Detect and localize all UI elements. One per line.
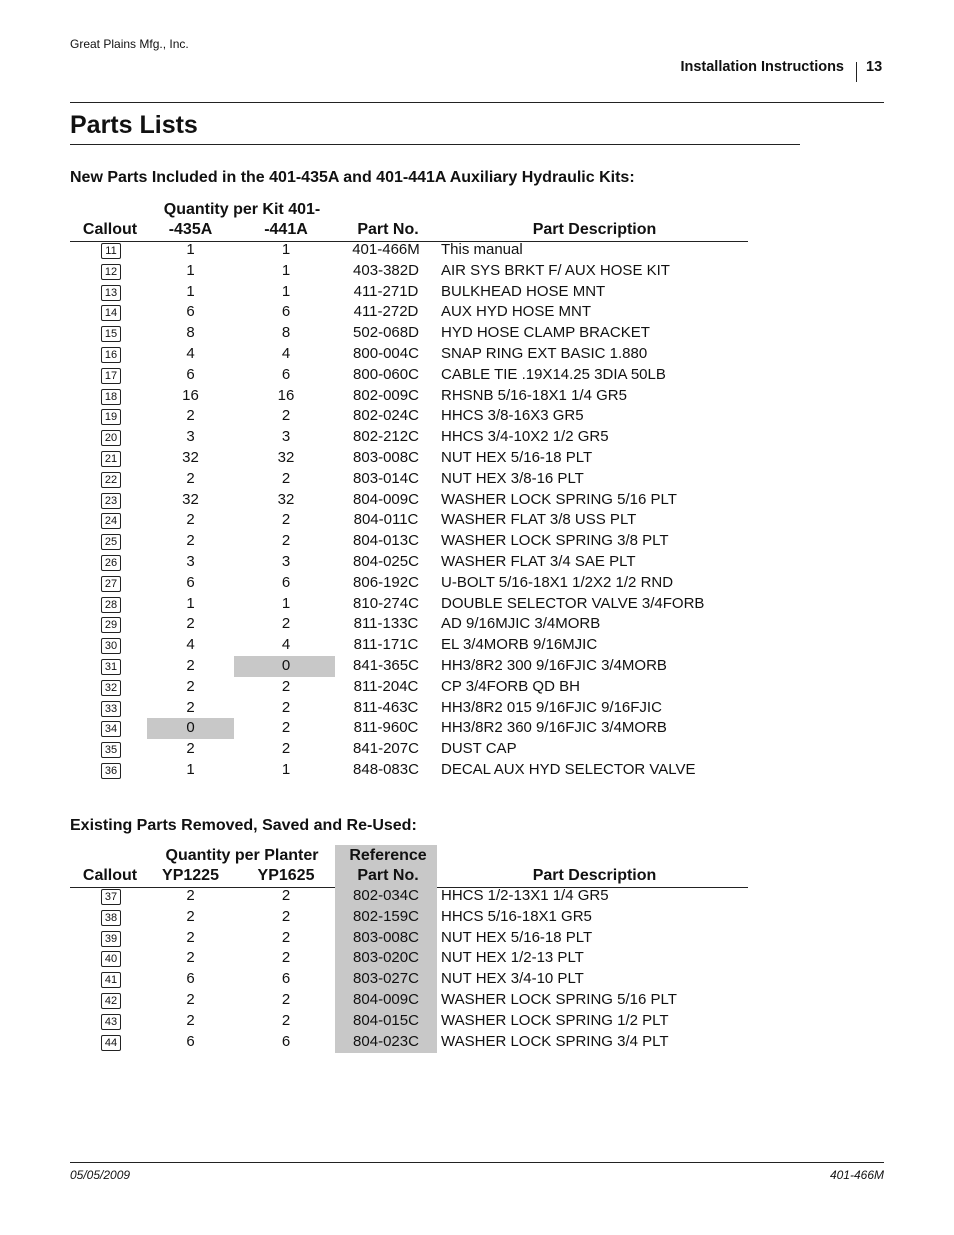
quantity-a: 2 (186, 511, 195, 529)
callout-badge: 41 (101, 972, 121, 988)
table-row (0, 469, 954, 490)
footer-rule (70, 1162, 884, 1163)
table-row (0, 718, 954, 739)
quantity-a: 2 (186, 991, 195, 1008)
callout-badge: 25 (101, 534, 121, 550)
part-description: RHSNB 5/16-18X1 1/4 GR5 (441, 386, 627, 404)
part-number: 803-020C (353, 949, 419, 967)
part-number: 841-365C (353, 657, 419, 674)
callout-badge: 18 (101, 389, 121, 405)
quantity-a: 2 (186, 657, 195, 674)
table-row (0, 552, 954, 573)
callout-badge: 21 (101, 451, 121, 467)
callout-badge: 32 (101, 680, 121, 696)
table-row (0, 698, 954, 719)
table-row (0, 302, 954, 323)
part-number: 804-015C (353, 1011, 419, 1029)
col-qty-group: Quantity per Kit 401- (163, 201, 321, 218)
col-qty-b: YP1625 (257, 867, 315, 884)
quantity-a: 2 (186, 928, 195, 946)
part-number: 802-159C (353, 907, 419, 925)
callout-badge: 11 (101, 243, 121, 259)
part-description: BULKHEAD HOSE MNT (441, 282, 606, 300)
col-description: Part Description (532, 221, 657, 238)
quantity-a: 1 (186, 261, 195, 279)
callout-badge: 28 (101, 597, 121, 613)
quantity-b: 2 (281, 907, 291, 925)
part-number: 848-083C (353, 761, 419, 778)
part-number: 811-463C (353, 698, 419, 716)
part-number: 800-004C (353, 345, 419, 362)
quantity-a: 32 (182, 449, 199, 466)
callout-badge: 12 (101, 264, 121, 280)
quantity-b: 1 (281, 241, 291, 258)
quantity-a: 6 (186, 1032, 195, 1050)
table-row (0, 928, 954, 949)
quantity-a: 2 (186, 407, 195, 425)
table-row (0, 1011, 954, 1032)
part-number: 411-272D (353, 303, 419, 321)
quantity-a: 2 (186, 677, 195, 695)
table-row (0, 365, 954, 386)
table-row (0, 261, 954, 282)
quantity-a: 2 (186, 907, 195, 925)
callout-badge: 13 (101, 285, 121, 301)
section-title: Installation Instructions (680, 59, 844, 75)
table-row (0, 614, 954, 635)
col-qty-group: Quantity per Planter (165, 847, 319, 864)
quantity-b: 2 (281, 698, 291, 716)
callout-badge: 33 (101, 701, 121, 717)
part-description: NUT HEX 5/16-18 PLT (441, 449, 593, 466)
part-number: 802-009C (353, 386, 419, 404)
callout-badge: 37 (101, 889, 121, 905)
part-description: AD 9/16MJIC 3/4MORB (441, 615, 601, 633)
table-row (0, 739, 954, 760)
callout-badge: 38 (101, 910, 121, 926)
table-row (0, 448, 954, 469)
quantity-b: 32 (277, 449, 295, 466)
table-row (0, 677, 954, 698)
callout-badge: 31 (101, 659, 121, 675)
part-number: 803-014C (353, 469, 419, 487)
callout-badge: 26 (101, 555, 121, 571)
quantity-b: 2 (281, 887, 291, 904)
part-number: 800-060C (353, 365, 419, 383)
part-description: DUST CAP (441, 740, 517, 758)
callout-badge: 29 (101, 617, 121, 633)
quantity-b: 1 (281, 261, 291, 279)
table-row (0, 656, 954, 677)
table-row (0, 594, 954, 615)
part-number: 811-171C (353, 636, 419, 654)
quantity-a: 2 (186, 887, 195, 904)
new-parts-heading: New Parts Included in the 401-435A and 401-441A Auxiliary Hydraulic Kits: (70, 169, 635, 186)
callout-badge: 15 (101, 326, 121, 342)
part-description: HYD HOSE CLAMP BRACKET (441, 324, 650, 342)
col-part-no: Part No. (357, 867, 419, 884)
part-description: HH3/8R2 300 9/16FJIC 3/4MORB (441, 657, 667, 674)
title-rule (70, 144, 800, 145)
part-number: 811-204C (353, 677, 419, 695)
part-description: NUT HEX 3/8-16 PLT (441, 469, 584, 487)
quantity-a: 6 (186, 970, 195, 988)
quantity-a: 2 (186, 698, 195, 716)
part-description: HHCS 3/4-10X2 1/2 GR5 (441, 428, 609, 446)
quantity-a: 2 (186, 740, 195, 758)
quantity-b: 3 (281, 553, 291, 570)
quantity-a: 1 (186, 282, 195, 300)
col-qty-a: YP1225 (162, 867, 219, 884)
quantity-a: 8 (186, 324, 195, 342)
col-reference: Reference (349, 847, 427, 864)
part-description: HH3/8R2 360 9/16FJIC 3/4MORB (441, 719, 667, 737)
page-title: Parts Lists (70, 111, 198, 139)
quantity-a: 1 (186, 594, 195, 612)
quantity-a: 1 (186, 241, 195, 258)
part-number: 401-466M (352, 241, 420, 258)
table-row (0, 406, 954, 427)
callout-badge: 24 (101, 513, 121, 529)
quantity-a: 3 (186, 428, 195, 446)
part-number: 803-027C (353, 970, 419, 988)
part-number: 806-192C (353, 573, 419, 591)
quantity-a: 6 (186, 365, 195, 383)
existing-parts-heading: Existing Parts Removed, Saved and Re-Used: (70, 817, 417, 834)
part-number: 802-024C (353, 407, 419, 425)
col-callout: Callout (82, 221, 138, 238)
quantity-b: 6 (281, 573, 291, 591)
quantity-a: 32 (182, 490, 199, 508)
quantity-b: 3 (281, 428, 291, 446)
quantity-a: 2 (186, 469, 195, 487)
quantity-b: 2 (281, 1011, 291, 1029)
quantity-b: 2 (281, 677, 291, 695)
callout-badge: 44 (101, 1035, 121, 1051)
table-row (0, 344, 954, 365)
callout-badge: 20 (101, 430, 121, 446)
quantity-a: 4 (186, 636, 195, 654)
part-number: 804-011C (353, 511, 419, 529)
quantity-b: 2 (281, 949, 291, 967)
quantity-a: 4 (186, 345, 195, 362)
part-description: HHCS 5/16-18X1 GR5 (441, 907, 592, 925)
part-description: SNAP RING EXT BASIC 1.880 (441, 345, 648, 362)
part-number: 411-271D (353, 282, 419, 300)
table-row (0, 510, 954, 531)
part-description: AUX HYD HOSE MNT (441, 303, 592, 321)
quantity-b: 6 (281, 303, 291, 321)
table-row (0, 1032, 954, 1053)
callout-badge: 23 (101, 493, 121, 509)
callout-badge: 40 (101, 951, 121, 967)
part-description: WASHER LOCK SPRING 1/2 PLT (441, 1011, 669, 1029)
table-row (0, 531, 954, 552)
part-description: U-BOLT 5/16-18X1 1/2X2 1/2 RND (441, 573, 674, 591)
table-row (0, 573, 954, 594)
quantity-b: 16 (277, 386, 295, 404)
table-row (0, 427, 954, 448)
callout-badge: 27 (101, 576, 121, 592)
part-number: 804-009C (353, 490, 419, 508)
quantity-b: 8 (281, 324, 291, 342)
part-number: 811-133C (353, 615, 419, 633)
callout-badge: 17 (101, 368, 121, 384)
part-number: 803-008C (353, 928, 419, 946)
callout-badge: 34 (101, 721, 121, 737)
callout-badge: 42 (101, 993, 121, 1009)
part-number: 802-212C (353, 428, 419, 446)
quantity-b: 6 (281, 365, 291, 383)
part-description: NUT HEX 3/4-10 PLT (441, 970, 584, 988)
callout-badge: 30 (101, 638, 121, 654)
table-row (0, 635, 954, 656)
part-description: DECAL AUX HYD SELECTOR VALVE (441, 761, 696, 778)
part-description: DOUBLE SELECTOR VALVE 3/4FORB (441, 594, 705, 612)
quantity-b: 0 (281, 657, 291, 674)
quantity-a: 6 (186, 303, 195, 321)
quantity-b: 2 (281, 615, 291, 633)
part-number: 803-008C (353, 449, 419, 466)
part-number: 804-023C (353, 1032, 419, 1050)
table-row (0, 990, 954, 1011)
part-number: 804-025C (353, 553, 419, 570)
quantity-b: 2 (281, 928, 291, 946)
part-description: NUT HEX 5/16-18 PLT (441, 928, 593, 946)
quantity-b: 6 (281, 1032, 291, 1050)
part-description: WASHER FLAT 3/4 SAE PLT (441, 553, 636, 570)
quantity-b: 2 (281, 719, 291, 737)
page-number: 13 (866, 59, 883, 75)
part-number: 802-034C (353, 887, 419, 904)
company-name: Great Plains Mfg., Inc. (70, 37, 189, 51)
part-description: WASHER LOCK SPRING 3/4 PLT (441, 1032, 669, 1050)
header-divider (856, 62, 857, 82)
quantity-b: 2 (281, 407, 291, 425)
callout-badge: 35 (101, 742, 121, 758)
table-row (0, 760, 954, 781)
part-description: AIR SYS BRKT F/ AUX HOSE KIT (441, 261, 670, 279)
part-description: WASHER LOCK SPRING 5/16 PLT (441, 991, 677, 1008)
quantity-a: 0 (186, 719, 195, 737)
table-row (0, 969, 954, 990)
header-rule (70, 102, 884, 103)
quantity-a: 1 (186, 761, 195, 778)
part-description: EL 3/4MORB 9/16MJIC (441, 636, 598, 654)
quantity-b: 1 (281, 761, 291, 778)
col-callout: Callout (82, 867, 138, 884)
quantity-b: 32 (277, 490, 295, 508)
part-description: HHCS 1/2-13X1 1/4 GR5 (441, 887, 609, 904)
footer-date: 05/05/2009 (70, 1168, 131, 1182)
col-qty-a: -435A (168, 221, 213, 238)
footer-doc-number: 401-466M (829, 1168, 884, 1182)
part-number: 810-274C (353, 594, 419, 612)
table-row (0, 948, 954, 969)
table-row (0, 282, 954, 303)
quantity-b: 2 (281, 532, 291, 550)
part-description: CP 3/4FORB QD BH (441, 677, 580, 695)
part-description: CABLE TIE .19X14.25 3DIA 50LB (441, 365, 666, 383)
quantity-a: 2 (186, 949, 195, 967)
part-description: HH3/8R2 015 9/16FJIC 9/16FJIC (441, 698, 662, 716)
quantity-b: 4 (281, 345, 291, 362)
part-number: 811-960C (353, 719, 419, 737)
table-row (0, 240, 954, 261)
table-row (0, 490, 954, 511)
quantity-a: 2 (186, 615, 195, 633)
quantity-b: 1 (281, 282, 291, 300)
table-row (0, 907, 954, 928)
col-description: Part Description (532, 867, 657, 884)
callout-badge: 39 (101, 931, 121, 947)
part-number: 502-068D (353, 324, 419, 342)
quantity-a: 2 (186, 1011, 195, 1029)
part-description: WASHER FLAT 3/8 USS PLT (441, 511, 637, 529)
callout-badge: 14 (101, 305, 121, 321)
quantity-a: 2 (186, 532, 195, 550)
callout-badge: 36 (101, 763, 121, 779)
quantity-a: 6 (186, 573, 195, 591)
callout-badge: 16 (101, 347, 121, 363)
table-row (0, 886, 954, 907)
callout-badge: 43 (101, 1014, 121, 1030)
table-row (0, 386, 954, 407)
quantity-a: 3 (186, 553, 195, 570)
col-part-no: Part No. (357, 221, 419, 238)
callout-badge: 22 (101, 472, 121, 488)
part-description: WASHER LOCK SPRING 3/8 PLT (441, 532, 669, 550)
quantity-b: 2 (281, 740, 291, 758)
col-qty-b: -441A (264, 221, 308, 238)
part-description: WASHER LOCK SPRING 5/16 PLT (441, 490, 677, 508)
quantity-b: 6 (281, 970, 291, 988)
part-description: HHCS 3/8-16X3 GR5 (441, 407, 584, 425)
part-number: 841-207C (353, 740, 419, 758)
quantity-b: 2 (281, 511, 291, 529)
part-description: NUT HEX 1/2-13 PLT (441, 949, 584, 967)
callout-badge: 19 (101, 409, 121, 425)
table-row (0, 323, 954, 344)
quantity-a: 16 (182, 386, 199, 404)
quantity-b: 2 (281, 991, 291, 1008)
part-number: 804-009C (353, 991, 419, 1008)
quantity-b: 2 (281, 469, 291, 487)
part-description: This manual (441, 241, 523, 258)
quantity-b: 1 (281, 594, 291, 612)
quantity-b: 4 (281, 636, 291, 654)
part-number: 403-382D (353, 261, 419, 279)
part-number: 804-013C (353, 532, 419, 550)
